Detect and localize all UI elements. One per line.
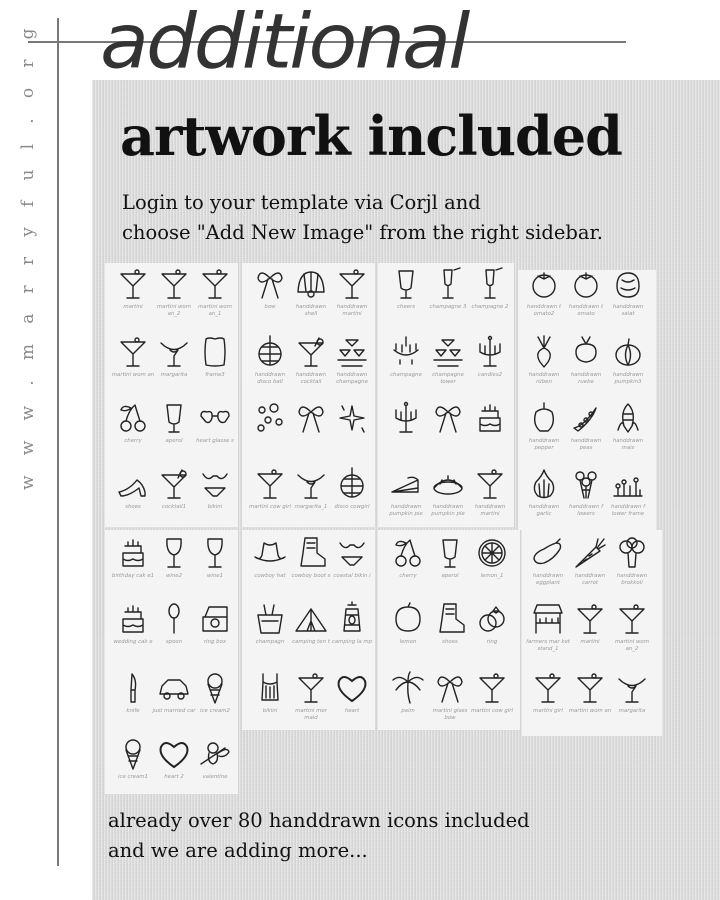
icon-tile-label: martini <box>123 304 143 310</box>
icon-tile-label: handdrawn martini <box>336 304 368 317</box>
cupid-icon <box>197 736 233 772</box>
icon-tile-label: aperol <box>441 573 459 579</box>
icon-tile <box>193 670 237 715</box>
icon-tile-label: handdrawn brokkoli <box>616 573 648 586</box>
icon-tile <box>330 334 374 386</box>
icon-tile <box>522 334 566 386</box>
pepper-icon <box>526 400 562 436</box>
icon-tile-label: handdrawn garlic <box>528 504 560 517</box>
champagne-tower-icon <box>430 334 466 370</box>
icon-tile-label: valentine <box>202 774 228 780</box>
icon-tile-label: lemon_1 <box>480 573 504 579</box>
icon-tile-label: ice cream1 <box>118 774 148 780</box>
icon-tile-label: martini wom an <box>568 708 612 714</box>
icon-tile <box>111 535 155 580</box>
icon-tile <box>606 334 650 386</box>
candelabra-icon <box>388 400 424 436</box>
icon-tile <box>248 266 292 311</box>
footer-line-2: and we are adding more... <box>108 839 368 862</box>
glass-icon <box>156 400 192 436</box>
icon-tile <box>426 466 470 518</box>
martini-icon <box>572 601 608 637</box>
icon-tile-label: aperol <box>165 438 183 444</box>
icon-tile-label: handdrawn cocktail <box>295 372 327 385</box>
martini-icon <box>197 266 233 302</box>
icon-tile-label: champagne <box>390 372 422 378</box>
icon-tile <box>111 670 155 715</box>
martini-icon <box>530 670 566 706</box>
icon-tile <box>152 266 196 318</box>
icon-tile <box>610 601 654 653</box>
icon-tile-label: coastal bikin i <box>333 573 371 579</box>
palm-icon <box>390 670 426 706</box>
icon-tile-label: disco cowgirl <box>334 504 370 510</box>
icon-tile <box>193 535 237 580</box>
icon-tile <box>111 334 155 379</box>
icon-tile <box>289 266 333 318</box>
martini-icon <box>572 670 608 706</box>
cake-icon <box>115 535 151 571</box>
ring-icon <box>474 601 510 637</box>
icon-tile <box>428 601 472 646</box>
icon-tile-label: champagn <box>255 639 285 645</box>
icon-tile-label: cowboy hat <box>254 573 286 579</box>
icon-tile <box>384 334 428 379</box>
icon-tile <box>386 670 430 715</box>
icon-tile <box>384 400 428 438</box>
icon-tile <box>289 400 333 438</box>
icon-tile-label: martini wom an <box>111 372 155 378</box>
wine-icon <box>156 535 192 571</box>
icon-tile <box>193 334 237 379</box>
icon-tile <box>248 334 292 386</box>
icon-tile <box>330 670 374 715</box>
icon-tile <box>193 736 237 781</box>
frame-icon <box>197 334 233 370</box>
icon-tile-label: heart <box>344 708 360 714</box>
cherry-icon <box>115 400 151 436</box>
champagne-icon <box>430 266 466 302</box>
icon-tile-label: handdrawn disco ball <box>254 372 286 385</box>
icon-tile-label: handdrawn t omato2 <box>526 304 562 317</box>
icon-tile <box>426 266 470 311</box>
icon-tile <box>606 466 650 518</box>
icon-tile <box>522 400 566 452</box>
sparkle-icon <box>334 400 370 436</box>
martini-icon <box>252 466 288 502</box>
chandelier-icon <box>388 334 424 370</box>
icon-tile <box>152 670 196 715</box>
icon-tile <box>522 266 566 318</box>
icon-tile-label: handdrawn pumpkin3 <box>612 372 644 385</box>
icon-tile-label: handdrawn mais <box>612 438 644 451</box>
heart-icon <box>334 670 370 706</box>
swimsuit-icon <box>252 670 288 706</box>
icon-tile <box>526 601 570 653</box>
martini-icon <box>614 601 650 637</box>
icon-tile-label: martini mer maid <box>295 708 327 721</box>
icon-tile <box>193 601 237 646</box>
icon-tile-label: handdrawn pumpkin pie <box>431 504 465 517</box>
icon-tile-label: margarita <box>618 708 646 714</box>
icon-tile <box>330 601 374 646</box>
margarita-icon <box>614 670 650 706</box>
icon-tile <box>289 535 333 580</box>
icon-tile-label: handdrawn f lower frame <box>611 504 645 517</box>
cake-icon <box>472 400 508 436</box>
beet-icon <box>526 334 562 370</box>
icon-tile <box>193 466 237 511</box>
disco-ball-icon <box>252 334 288 370</box>
icon-tile-label: ice cream2 <box>200 708 230 714</box>
website-vertical <box>18 21 44 500</box>
icon-tile <box>152 535 196 580</box>
icon-tile-label: shoes <box>442 639 458 645</box>
icon-tile <box>152 334 196 379</box>
tomato-icon <box>568 266 604 302</box>
bow-icon <box>430 400 466 436</box>
icon-tile <box>522 466 566 518</box>
martini-icon <box>293 670 329 706</box>
icon-tile <box>564 266 608 318</box>
icon-tile <box>289 466 333 511</box>
icon-tile <box>468 400 512 438</box>
car-icon <box>156 670 192 706</box>
corn-icon <box>610 400 646 436</box>
cake-icon <box>115 601 151 637</box>
turnip-icon <box>568 334 604 370</box>
icon-tile-label: martini glass bow <box>432 708 468 721</box>
icon-tile-label: martini wom an_1 <box>198 304 232 317</box>
icon-tile <box>468 466 512 518</box>
ice-cream-icon <box>115 736 151 772</box>
icon-tile-label: cowboy boot s <box>291 573 331 579</box>
ice-bucket-icon <box>252 601 288 637</box>
icon-tile <box>468 266 512 311</box>
vertical-rule <box>57 18 59 866</box>
lemon-icon <box>390 601 426 637</box>
garlic-icon <box>526 466 562 502</box>
lemon-slice-icon <box>474 535 510 571</box>
subtitle-line-2: choose "Add New Image" from the right sidebar. <box>122 221 603 244</box>
shell-icon <box>293 266 329 302</box>
icon-tile-label: shoes <box>125 504 141 510</box>
icon-tile-label: handdrawn pumpkin pie <box>389 504 423 517</box>
subtitle-line-1: Login to your template via Corjl and <box>122 191 481 214</box>
icon-tile-label: handdrawn ruebe <box>570 372 602 385</box>
icon-tile-label: handdrawn shell <box>295 304 327 317</box>
martini-icon <box>115 266 151 302</box>
icon-tile <box>152 400 196 445</box>
heel-icon <box>115 466 151 502</box>
icon-tile-label: cherry <box>399 573 417 579</box>
icon-tile <box>330 266 374 318</box>
icon-tile <box>606 400 650 452</box>
icon-tile <box>152 736 196 781</box>
icon-tile-label: martini girl <box>533 708 563 714</box>
flowers-icon <box>568 466 604 502</box>
ice-cream-icon <box>197 670 233 706</box>
icon-tile <box>568 670 612 715</box>
eggplant-icon <box>530 535 566 571</box>
wine-icon <box>197 535 233 571</box>
icon-tile-label: camping la mp <box>331 639 373 645</box>
martini-icon <box>334 266 370 302</box>
icon-tile-label: martini wom an_2 <box>157 304 191 317</box>
spoon-icon <box>156 601 192 637</box>
icon-tile <box>428 535 472 580</box>
icon-tile <box>330 535 374 580</box>
martini-icon <box>156 266 192 302</box>
icon-tile-label: champagne 3 <box>429 304 467 310</box>
icon-tile-label: just married car <box>152 708 196 714</box>
icon-tile-label: handdrawn champagne <box>336 372 368 385</box>
icon-tile-label: handdrawn carrot <box>574 573 606 586</box>
bow-icon <box>432 670 468 706</box>
knife-icon <box>115 670 151 706</box>
bow-icon <box>293 400 329 436</box>
icon-tile <box>384 466 428 518</box>
icon-tile <box>248 400 292 438</box>
footer-text <box>108 806 530 866</box>
glasses-icon <box>197 400 233 436</box>
icon-tile-label: handdrawn f lowers <box>569 504 603 517</box>
champagne-tower-icon <box>334 334 370 370</box>
icon-tile <box>428 670 472 722</box>
salad-icon <box>610 266 646 302</box>
ring-box-icon <box>197 601 233 637</box>
candelabra-icon <box>472 334 508 370</box>
icon-tile <box>248 670 292 715</box>
icon-tile <box>248 466 292 511</box>
icon-tile-label: heart 2 <box>164 774 184 780</box>
icon-tile <box>470 670 514 715</box>
icon-tile <box>470 601 514 646</box>
icon-tile-label: candles2 <box>477 372 503 378</box>
pumpkin-icon <box>610 334 646 370</box>
glass-icon <box>388 266 424 302</box>
icon-tile <box>248 601 292 646</box>
icon-tile <box>111 466 155 511</box>
boot-icon <box>293 535 329 571</box>
margarita-icon <box>156 334 192 370</box>
pie-icon <box>430 466 466 502</box>
icon-tile <box>193 266 237 318</box>
icon-tile <box>330 400 374 438</box>
martini-icon <box>474 670 510 706</box>
icon-tile <box>564 466 608 518</box>
tomato-icon <box>526 266 562 302</box>
icon-tile-label: martini wom an_2 <box>615 639 649 652</box>
glass-icon <box>432 535 468 571</box>
icon-tile-label: knife <box>126 708 140 714</box>
icon-tile-label: bow <box>264 304 276 310</box>
icon-tile <box>193 400 237 445</box>
pie-slice-icon <box>388 466 424 502</box>
icon-tile-label: farmers mar ket stand_1 <box>526 639 570 652</box>
icon-tile-label: margarita_1 <box>294 504 328 510</box>
icon-tile-label: champagne 2 <box>471 304 509 310</box>
flower-frame-icon <box>610 466 646 502</box>
icon-tile <box>468 334 512 379</box>
icon-tile-label: handdrawn peas <box>570 438 602 451</box>
icon-tile <box>384 266 428 311</box>
cherry-icon <box>390 535 426 571</box>
icon-tile <box>248 535 292 580</box>
icon-tile-label: wine2 <box>165 573 183 579</box>
icon-tile <box>111 400 155 445</box>
icon-tile <box>111 266 155 311</box>
icon-tile-label: wedding cak e <box>113 639 153 645</box>
icon-tile-label: martini <box>580 639 600 645</box>
icon-tile-label: cherry <box>124 438 142 444</box>
icon-tile-label: martini cow girl <box>470 708 514 714</box>
icon-tile-label: handdrawn pepper <box>528 438 560 451</box>
market-stand-icon <box>530 601 566 637</box>
icon-tile <box>289 601 333 646</box>
icon-tile-label: cheers <box>396 304 416 310</box>
icon-tile-label: wine1 <box>206 573 224 579</box>
icon-tile <box>470 535 514 580</box>
icon-tile-label: handdrawn martini <box>474 504 506 517</box>
cocktail-icon <box>156 466 192 502</box>
bubbles-icon <box>252 400 288 436</box>
icon-tile <box>386 535 430 580</box>
heart-icon <box>156 736 192 772</box>
icon-tile <box>526 535 570 587</box>
icon-tile <box>289 670 333 722</box>
website-text: w w w . m a r r y f u l . o r g <box>18 21 38 490</box>
icon-tile-label: handdrawn eggplant <box>532 573 564 586</box>
icon-tile <box>568 535 612 587</box>
icon-tile-label: handdrawn rüben <box>528 372 560 385</box>
footer-line-1: already over 80 handdrawn icons included <box>108 809 530 832</box>
lantern-icon <box>334 601 370 637</box>
icon-tile <box>606 266 650 318</box>
tent-icon <box>293 601 329 637</box>
icon-tile-label: lemon <box>399 639 417 645</box>
subtitle <box>122 188 603 248</box>
icon-tile-label: champagne tower <box>432 372 464 385</box>
icon-tile-label: birthday cak e1 <box>111 573 155 579</box>
cocktail-icon <box>293 334 329 370</box>
icon-tile <box>568 601 612 646</box>
icon-tile <box>564 334 608 386</box>
disco-ball-icon <box>334 466 370 502</box>
icon-tile-label: martini cow girl <box>248 504 292 510</box>
icon-tile <box>610 535 654 587</box>
icon-tile <box>111 601 155 646</box>
icon-tile <box>289 334 333 386</box>
icon-tile <box>426 334 470 386</box>
boot-icon <box>432 601 468 637</box>
broccoli-icon <box>614 535 650 571</box>
icon-tile <box>111 736 155 781</box>
icon-tile-label: bikini <box>262 708 278 714</box>
bow-icon <box>252 266 288 302</box>
icon-tile-label: handdrawn salat <box>612 304 644 317</box>
icon-tile <box>426 400 470 438</box>
bikini-icon <box>197 466 233 502</box>
icon-tile-label: bikini <box>207 504 223 510</box>
icon-tile <box>152 601 196 646</box>
peas-icon <box>568 400 604 436</box>
icon-tile-label: ring box <box>203 639 227 645</box>
carrot-icon <box>572 535 608 571</box>
martini-icon <box>115 334 151 370</box>
icon-tile-label: ring <box>486 639 498 645</box>
icon-tile <box>526 670 570 715</box>
icon-tile-label: cocktail1 <box>161 504 187 510</box>
icon-tile <box>564 400 608 452</box>
margarita-icon <box>293 466 329 502</box>
icon-tile-label: handdrawn t omato <box>568 304 604 317</box>
icon-tile <box>330 466 374 511</box>
icon-tile <box>152 466 196 511</box>
cowboy-hat-icon <box>252 535 288 571</box>
icon-tile-label: spoon <box>165 639 183 645</box>
icon-tile-label: camping ten t <box>292 639 330 645</box>
icon-tile-label: heart glasse s <box>196 438 234 444</box>
script-title: additional <box>100 0 468 86</box>
bikini-icon <box>334 535 370 571</box>
icon-tile-label: margarita <box>160 372 188 378</box>
headline: artwork included <box>120 104 622 168</box>
martini-icon <box>472 466 508 502</box>
icon-tile <box>386 601 430 646</box>
icon-tile-label: frame3 <box>205 372 225 378</box>
champagne-icon <box>472 266 508 302</box>
icon-tile <box>610 670 654 715</box>
icon-tile-label: palm <box>401 708 415 714</box>
